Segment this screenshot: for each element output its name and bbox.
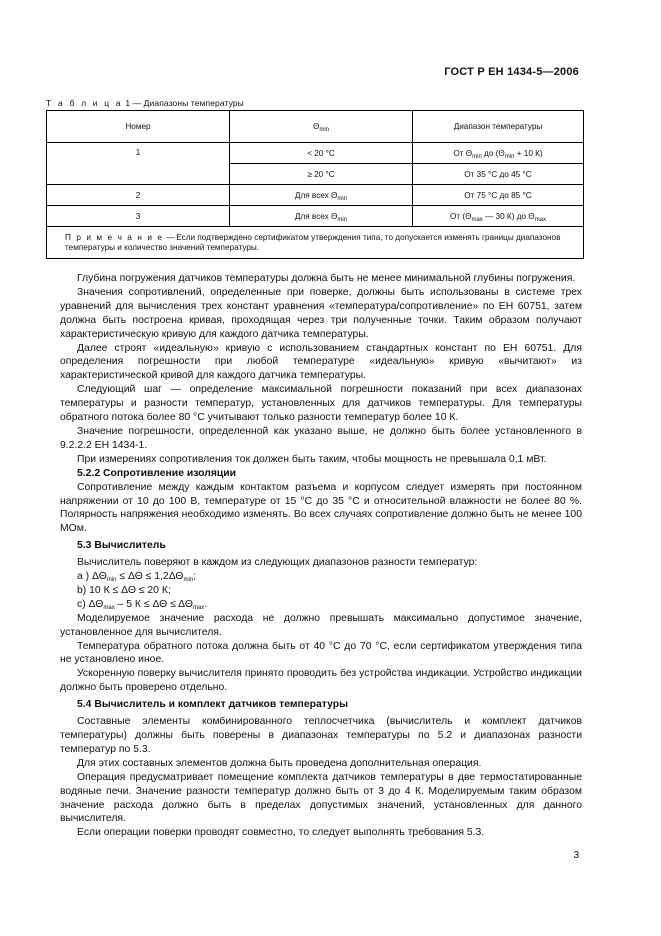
range-text: — 30 К) до Θ — [482, 211, 535, 221]
row-range: От 75 °C до 85 °C — [413, 185, 584, 206]
body-text — [60, 272, 582, 840]
table-caption — [46, 98, 244, 108]
row-theta: ≥ 20 °C — [230, 164, 413, 185]
list-text: ≤ ΔΘ ≤ 1,2ΔΘ — [116, 571, 184, 583]
row-range — [413, 143, 584, 164]
range-sub: min — [472, 153, 482, 160]
section-heading-5-4: 5.4 Вычислитель и комплект датчиков температуры — [77, 699, 348, 711]
theta-text: Для всех Θ — [294, 190, 338, 200]
list-sub: max — [103, 604, 115, 611]
note-prefix: П р и м е ч а н и е — [65, 233, 164, 242]
row-number: 1 — [47, 143, 230, 185]
table-row — [47, 206, 584, 227]
range-sub: max — [471, 216, 483, 223]
row-range: От 35 °C до 45 °C — [413, 164, 584, 185]
list-sub: max — [192, 604, 205, 611]
theta-sub: min — [337, 216, 348, 223]
list-text: c) ΔΘ — [77, 598, 104, 610]
temperature-ranges-table — [46, 110, 584, 259]
note-text: — Если подтверждено сертификатом утверждения типа, то допускается изменять границы диапазонов температуры и количество значений температуры. — [65, 233, 561, 253]
header-range: Диапазон температуры — [413, 111, 584, 143]
range-sub: max — [534, 216, 547, 223]
paragraph: Значение погрешности, определенной как указано выше, не должно быть более установленного в 9.2.2.2 ЕН 1434-1. — [60, 425, 582, 451]
row-theta — [230, 185, 413, 206]
list-sub: min — [183, 577, 194, 584]
paragraph: Моделируемое значение расхода не должно превышать максимально допустимое значение, установленное для вычислителя. — [60, 612, 582, 638]
list-text: ; — [193, 571, 197, 583]
table-caption-text: 1 — Диапазоны температуры — [122, 98, 244, 108]
table-note-row — [47, 227, 584, 259]
paragraph: Операция предусматривает помещение комплекта датчиков температуры в две термостатированные водяные печи. Значение разности температур должно быть от 3 до 4 К. Моделируемым таким образом значение расхода должно быть в пределах допустимых значений, установленных для данного вычислителя. — [60, 771, 582, 825]
paragraph: Составные элементы комбинированного теплосчетчика (вычислитель и комплект датчиков температуры) должны быть поверены в диапазонах температуры по 5.2 и диапазонах разности температур по 5.3. — [60, 716, 582, 755]
row-theta: < 20 °C — [230, 143, 413, 164]
paragraph: Следующий шаг — определение максимальной погрешности показаний при всех диапазонах температуры и разности температур, установленных для датчиков температуры. Для температуры обратного потока более 80 °C учитывают только разности температур более 10 К. — [60, 384, 582, 424]
table-header-row — [47, 111, 584, 143]
list-item-a — [60, 570, 582, 584]
paragraph: Ускоренную поверку вычислителя принято проводить без устройства индикации. Устройство индикации должно быть проверено отдельно. — [60, 668, 582, 694]
paragraph: Для этих составных элементов должна быть проведена дополнительная операция. — [77, 757, 482, 769]
list-text: – 5 К ≤ ΔΘ ≤ ΔΘ — [114, 598, 193, 610]
table-row — [47, 143, 584, 164]
header-theta-symbol: Θ — [312, 122, 320, 131]
row-number: 3 — [47, 206, 230, 227]
paragraph: Сопротивление между каждым контактом разъема и корпусом следует измерять при постоянном напряжении от 10 до 100 В, температуре от 15 °C до 35 °C и относительной влажности не более 80 %. Полярность напряжения необходимо изменять. Во всех случаях сопротивление должно быть не менее 100 МОм. — [60, 481, 582, 535]
range-text: + 10 К) — [514, 148, 543, 158]
paragraph: Температура обратного потока должна быть от 40 °C до 70 °C, если сертификатом утверждения типа не установлено иное. — [60, 640, 582, 666]
section-heading-5-2-2: 5.2.2 Сопротивление изоляции — [77, 467, 237, 479]
table-caption-prefix: Т а б л и ц а — [46, 98, 123, 108]
header-number: Номер — [47, 111, 230, 143]
range-sub: min — [504, 153, 515, 160]
theta-sub: min — [337, 195, 348, 202]
page-number: 3 — [573, 850, 579, 861]
range-text: От Θ — [453, 148, 473, 158]
list-item-c — [60, 598, 582, 612]
paragraph: При измерениях сопротивления ток должен быть таким, чтобы мощность не превышала 0,1 мВт. — [77, 453, 547, 465]
paragraph: Вычислитель поверяют в каждом из следующих диапазонов разности температур: — [77, 557, 478, 569]
list-text: а ) ΔΘ — [77, 571, 107, 583]
row-range — [413, 206, 584, 227]
list-sub: min — [106, 577, 117, 584]
header-theta-min — [230, 111, 413, 143]
row-theta — [230, 206, 413, 227]
range-text: От (Θ — [449, 211, 472, 221]
table-row — [47, 185, 584, 206]
row-number: 2 — [47, 185, 230, 206]
list-text: . — [204, 598, 208, 610]
paragraph: Глубина погружения датчиков температуры должна быть не менее минимальной глубины погружения. — [77, 273, 576, 284]
list-item-b: b) 10 К ≤ ΔΘ ≤ 20 К; — [77, 584, 171, 596]
paragraph: Если операции поверки проводят совместно, то следует выполнять требования 5.3. — [77, 827, 485, 839]
range-text: до (Θ — [481, 148, 505, 158]
table-note — [47, 227, 584, 259]
header-theta-sub: min — [319, 127, 330, 133]
theta-text: Для всех Θ — [294, 211, 338, 221]
section-heading-5-3: 5.3 Вычислитель — [77, 540, 166, 552]
paragraph: Далее строят «идеальную» кривую с использованием стандартных констант по ЕН 60751. Для определения погрешности при любой температуре «идеальную» кривую «вычитают» из характеристической кривой для каждого датчика температуры. — [60, 342, 582, 382]
paragraph: Значения сопротивлений, определенные при поверке, должны быть использованы в системе трех уравнений для вычисления трех констант уравнения «температура/сопротивление» по ЕН 60751, затем должна быть построена кривая, проходящая через три полученные точки. Таким образом получают характеристическую кривую для каждого датчика температуры. — [60, 286, 582, 340]
document-id: ГОСТ Р ЕН 1434-5—2006 — [444, 66, 579, 78]
